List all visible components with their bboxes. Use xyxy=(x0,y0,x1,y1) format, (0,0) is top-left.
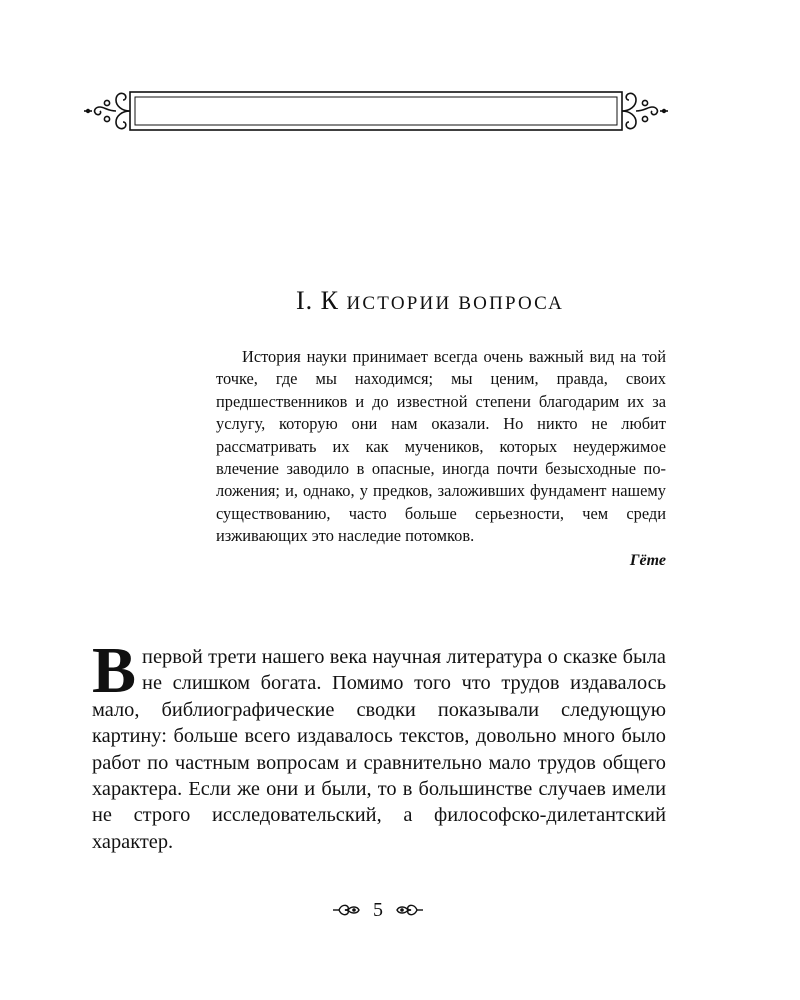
body-paragraph xyxy=(92,634,666,855)
chapter-first-letter: К xyxy=(320,286,339,315)
epigraph-author: Гёте xyxy=(629,551,666,569)
page-number: 5 xyxy=(373,899,383,921)
chapter-numeral: I. xyxy=(295,286,314,315)
epigraph-text: История науки принимает всегда очень важный вид на той точке, где мы находимся; мы ценим, правда, своих предшественников и до известной степени благодарим их за услугу, которую они нам оказали. Но никто не любит рассматривать их как мучеников, которых неудержимое влечение заводило в опасные, иногда почти безысходные положения; и, однако, у предков, заложивших фундамент нашему существованию, часто больше серьезности, чем среди изживающих это наследие потомков. xyxy=(216,347,666,546)
chapter-title-rest: ИСТОРИИ ВОПРОСА xyxy=(346,293,565,314)
chapter-title xyxy=(0,286,800,316)
fleuron-right-icon xyxy=(395,902,425,918)
page-footer xyxy=(318,896,438,924)
header-ornament-frame xyxy=(82,88,670,134)
body-text: первой трети нашего века научная литература о сказке была не слишком богата. Помимо того что трудов издавалось мало, библиографические сводки показывали следующую картину: больше всего издавалось текстов, довольно много было работ по частным вопросам и сравнительно мало трудов общего характера. Если же они и были, то в большинстве случаев имели не строго исследовательский, а философско-дилетантский характер. xyxy=(92,646,666,853)
fleuron-left-icon xyxy=(331,902,361,918)
epigraph xyxy=(216,346,666,572)
drop-cap: В xyxy=(92,634,137,707)
